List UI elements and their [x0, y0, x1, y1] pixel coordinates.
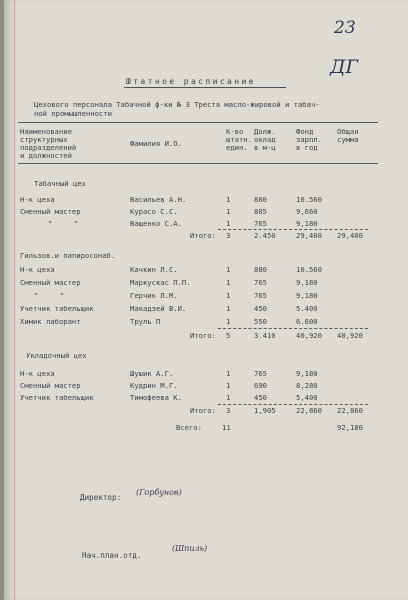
header-count-3: един.: [226, 143, 248, 152]
planner-signature: (Шпиль): [172, 544, 208, 553]
row-salary: 550: [254, 317, 267, 326]
margin-line: [14, 0, 15, 600]
row-position: Учетчик табельщик: [20, 393, 94, 402]
section-heading-sleeve: Гильзов.и папиросонаб.: [20, 251, 116, 260]
subtotal-count: 3: [226, 231, 231, 240]
subtotal-rule: [218, 404, 368, 405]
row-salary: 690: [254, 381, 267, 390]
row-position: Учетчик табельщик: [20, 304, 94, 313]
row-name: Ващенко С.А.: [130, 219, 182, 228]
row-salary: 765: [254, 219, 267, 228]
row-salary: 880: [254, 265, 267, 274]
planner-label: Нач.план.отд.: [82, 551, 142, 560]
subtotal-fund: 40,920: [296, 331, 322, 340]
header-salary-1: Долж.: [254, 127, 276, 136]
row-fund: 8,280: [296, 381, 318, 390]
subtotal-label: Итого:: [190, 331, 216, 340]
subtotal-salary: 1,905: [254, 406, 276, 415]
row-salary: 765: [254, 369, 267, 378]
row-salary: 450: [254, 393, 267, 402]
row-fund: 6.600: [296, 317, 318, 326]
header-total-2: сумма: [337, 135, 359, 144]
subtitle-line-1: Цехового персонала Табачной ф-ки № 3 Треста масло-жировой и табач-: [34, 100, 320, 109]
subtotal-rule: [218, 229, 368, 230]
row-position: Сменный мастер: [20, 207, 81, 216]
row-position: Химик лаборант: [20, 317, 81, 326]
subtotal-total: 29,400: [337, 231, 363, 240]
subtotal-fund: 29,400: [296, 231, 322, 240]
header-fund-3: в год: [296, 143, 318, 152]
row-name: Макадзей В.И.: [130, 304, 187, 313]
header-position-4: и должностей: [20, 151, 72, 160]
header-salary-3: в м-ц: [254, 143, 276, 152]
row-name: Труль П: [130, 317, 161, 326]
row-salary: 880: [254, 195, 267, 204]
row-count: 1: [226, 291, 231, 300]
director-label: Директор:: [80, 493, 122, 502]
subtotal-rule: [218, 328, 368, 329]
row-count: 1: [226, 393, 231, 402]
header-count-2: штатн.: [226, 135, 252, 144]
row-fund: 9,180: [296, 278, 318, 287]
row-count: 1: [226, 207, 231, 216]
section-heading-tobacco: Табачный цех: [34, 179, 86, 188]
handwritten-initials: ДГ: [330, 56, 359, 78]
row-position: Н-к цеха: [20, 369, 55, 378]
row-position: Н-к цеха: [20, 195, 55, 204]
row-salary: 805: [254, 207, 267, 216]
director-signature: (Горбунов): [136, 488, 182, 497]
header-total-1: Общая: [337, 127, 359, 136]
title-underline: [124, 87, 286, 88]
table-top-rule: [18, 122, 378, 123]
row-position: Сменный мастер: [20, 278, 81, 287]
row-name: Васильев А.Н.: [130, 195, 187, 204]
subtitle-line-2: ной промышленности: [34, 109, 112, 118]
row-fund: 10.560: [296, 195, 322, 204]
row-name: Качкин Л.С.: [130, 265, 178, 274]
row-count: 1: [226, 195, 231, 204]
subtotal-total: 40,920: [337, 331, 363, 340]
page-number: 23: [334, 18, 356, 38]
row-count: 1: [226, 304, 231, 313]
row-count: 1: [226, 317, 231, 326]
document-page: [4, 0, 408, 600]
row-fund: 9,180: [296, 291, 318, 300]
header-position-1: Наименование: [20, 127, 72, 136]
row-name: Кудрин М.Г.: [130, 381, 178, 390]
subtotal-salary: 2.450: [254, 231, 276, 240]
row-position: Сменный мастер: [20, 381, 81, 390]
subtotal-count: 5: [226, 331, 231, 340]
row-fund: 5,400: [296, 393, 318, 402]
row-count: 1: [226, 265, 231, 274]
header-bottom-rule: [18, 163, 378, 164]
row-count: 1: [226, 219, 231, 228]
row-count: 1: [226, 369, 231, 378]
row-name: Маркускас П.П.: [130, 278, 191, 287]
row-salary: 765: [254, 291, 267, 300]
header-name: Фамилия И.О.: [130, 139, 182, 148]
subtotal-label: Итого:: [190, 406, 216, 415]
row-salary: 765: [254, 278, 267, 287]
section-heading-packing: Укладочный цех: [26, 351, 87, 360]
row-name: Шушик А.Г.: [130, 369, 174, 378]
header-fund-1: Фонд: [296, 127, 314, 136]
header-count-1: К-во: [226, 127, 244, 136]
row-name: Герчик Л.М.: [130, 291, 178, 300]
row-count: 1: [226, 381, 231, 390]
grand-total-count: 11: [222, 423, 231, 432]
header-position-2: структурных: [20, 135, 68, 144]
grand-total-sum: 92,180: [337, 423, 363, 432]
row-salary: 450: [254, 304, 267, 313]
row-position: " ": [34, 291, 65, 300]
row-name: Курасо С.С.: [130, 207, 178, 216]
grand-total-label: Всего:: [176, 423, 202, 432]
header-fund-2: зарпл.: [296, 135, 322, 144]
row-count: 1: [226, 278, 231, 287]
row-fund: 9,180: [296, 219, 318, 228]
subtotal-count: 3: [226, 406, 231, 415]
row-name: Тимофеева К.: [130, 393, 182, 402]
document-title: Штатное расписание: [126, 77, 256, 86]
row-position: Н-к цеха: [20, 265, 55, 274]
subtotal-salary: 3.410: [254, 331, 276, 340]
row-fund: 5.400: [296, 304, 318, 313]
header-salary-2: оклад: [254, 135, 276, 144]
subtotal-label: Итого:: [190, 231, 216, 240]
row-fund: 9,180: [296, 369, 318, 378]
subtotal-total: 22,860: [337, 406, 363, 415]
row-fund: 10.560: [296, 265, 322, 274]
subtotal-fund: 22,860: [296, 406, 322, 415]
row-position: " ": [48, 219, 79, 228]
row-fund: 9,660: [296, 207, 318, 216]
header-position-3: подразделений: [20, 143, 77, 152]
